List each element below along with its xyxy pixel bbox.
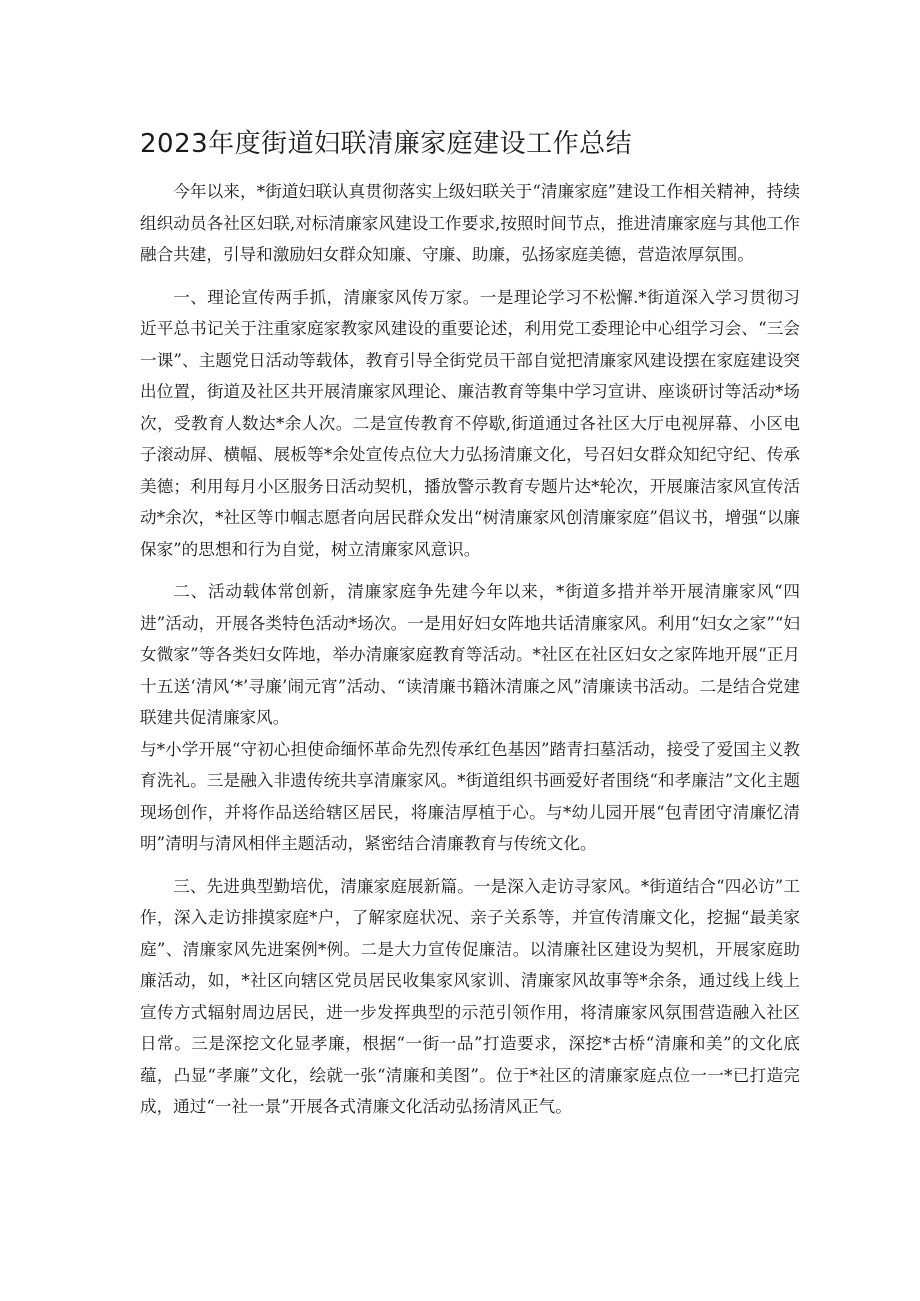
- paragraph-section-1: 一、理论宣传两手抓，清廉家风传万家。一是理论学习不松懈.*街道深入学习贯彻习近平总书记关于注重家庭家教家风建设的重要论述，利用党工委理论中心组学习会、“三会一课”、主题党日活动等载体，教育引导全街党员干部自觉把清廉家风建设摆在家庭建设突出位置，街道及社区共开展清廉家风理论、廉洁教育等集中学习宣讲、座谈研讨等活动*场次，受教育人数达*余人次。二是宣传教育不停歇,街道通过各社区大厅电视屏幕、小区电子滚动屏、横幅、展板等*余处宣传点位大力弘扬清廉文化，号召妇女群众知纪守纪、传承美德；利用每月小区服务日活动契机，播放警示教育专题片达*轮次，开展廉洁家风宣传活动*余次，*社区等巾帼志愿者向居民群众发出“树清廉家风创清廉家庭”倡议书，增强“以廉保家”的思想和行为自觉，树立清廉家风意识。: [140, 287, 800, 559]
- paragraph-intro: 今年以来，*街道妇联认真贯彻落实上级妇联关于“清廉家庭”建设工作相关精神，持续组织动员各社区妇联,对标清廉家风建设工作要求,按照时间节点，推进清廉家庭与其他工作融合共建，引导和激励妇女群众知廉、守廉、助廉，弘扬家庭美德，营造浓厚氛围。: [140, 182, 800, 264]
- document-title: 2023年度街道妇联清廉家庭建设工作总结: [140, 129, 633, 159]
- paragraph-section-2: 二、活动载体常创新，清廉家庭争先建今年以来，*街道多措并举开展清廉家风“四进”活动，开展各类特色活动*场次。一是用好妇女阵地共话清廉家风。利用“妇女之家”“妇女微家”等各类妇女阵地，举办清廉家庭教育等活动。*社区在社区妇女之家阵地开展“正月十五送‘清风‘*’寻廉’闹元宵”活动、“读清廉书籍沐清廉之风”清廉读书活动。二是结合党建联建共促清廉家风。: [140, 582, 800, 727]
- paragraph-section-3: 三、先进典型勤培优，清廉家庭展新篇。一是深入走访寻家风。*街道结合“四必访”工作，深入走访排摸家庭*户，了解家庭状况、亲子关系等，并宣传清廉文化，挖掘“最美家庭”、清廉家风先进案例*例。二是大力宣传促廉洁。以清廉社区建设为契机，开展家庭助廉活动，如，*社区向辖区党员居民收集家风家训、清廉家风故事等*余条，通过线上线上宣传方式辐射周边居民，进一步发挥典型的示范引领作用，将清廉家风氛围营造融入社区日常。三是深挖文化显孝廉，根据“一街一品”打造要求，深挖*古桥“清廉和美”的文化底蕴，凸显“孝廉”文化，绘就一张“清廉和美图”。位于*社区的清廉家庭点位一一*已打造完成，通过“一社一景”开展各式清廉文化活动弘扬清风正气。: [140, 876, 800, 1116]
- paragraph-section-2-continued: 与*小学开展“守初心担使命缅怀革命先烈传承红色基因”踏青扫墓活动，接受了爱国主义教育洗礼。三是融入非遗传统共享清廉家风。*街道组织书画爱好者围绕“和孝廉洁”文化主题现场创作，并将作品送给辖区居民，将廉洁厚植于心。与*幼儿园开展“包青团守清廉忆清明”清明与清风相伴主题活动，紧密结合清廉教育与传统文化。: [140, 739, 800, 853]
- document-body: [140, 176, 800, 1123]
